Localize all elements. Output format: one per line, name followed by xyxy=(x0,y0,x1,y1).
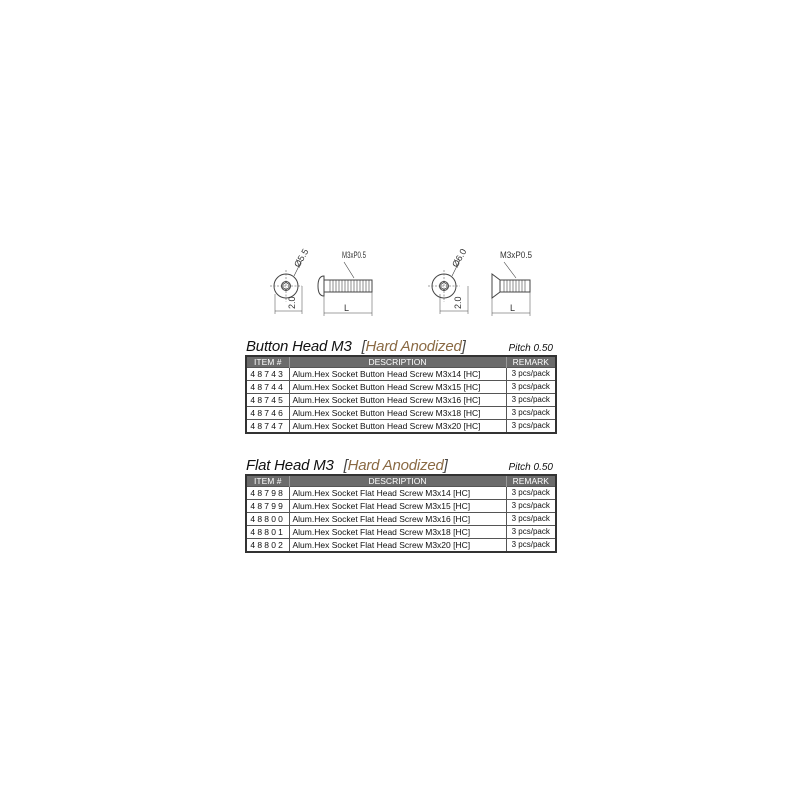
table-row xyxy=(246,407,556,420)
header-item: ITEM # xyxy=(246,356,289,368)
item-description: Alum.Hex Socket Button Head Screw M3x16 [HC] xyxy=(289,394,506,407)
item-remark: 3 pcs/pack xyxy=(506,394,556,407)
item-number: 48798 xyxy=(246,487,289,500)
item-description: Alum.Hex Socket Button Head Screw M3x20 [HC] xyxy=(289,420,506,434)
item-description: Alum.Hex Socket Flat Head Screw M3x18 [HC] xyxy=(289,526,506,539)
header-remark: REMARK xyxy=(506,475,556,487)
table-row xyxy=(246,500,556,513)
table-row xyxy=(246,513,556,526)
item-remark: 3 pcs/pack xyxy=(506,487,556,500)
header-remark: REMARK xyxy=(506,356,556,368)
bracket-close: ] xyxy=(443,457,448,474)
title-text: Flat Head M3 xyxy=(246,457,334,474)
table-row xyxy=(246,368,556,381)
table-row xyxy=(246,381,556,394)
item-number: 48746 xyxy=(246,407,289,420)
item-remark: 3 pcs/pack xyxy=(506,381,556,394)
item-description: Alum.Hex Socket Button Head Screw M3x14 [HC] xyxy=(289,368,506,381)
flat-head-section xyxy=(245,455,555,553)
item-description: Alum.Hex Socket Flat Head Screw M3x15 [HC] xyxy=(289,500,506,513)
item-number: 48744 xyxy=(246,381,289,394)
header-description: DESCRIPTION xyxy=(289,475,506,487)
length-label: L xyxy=(344,303,350,313)
item-number: 48799 xyxy=(246,500,289,513)
table-row xyxy=(246,526,556,539)
table-row xyxy=(246,539,556,553)
table-row xyxy=(246,420,556,434)
table-header-row xyxy=(246,356,556,368)
hex-size-label: 2.0 xyxy=(287,296,297,309)
item-remark: 3 pcs/pack xyxy=(506,420,556,434)
item-description: Alum.Hex Socket Flat Head Screw M3x14 [HC] xyxy=(289,487,506,500)
header-description: DESCRIPTION xyxy=(289,356,506,368)
head-end-view xyxy=(270,260,302,314)
table-header-row xyxy=(246,475,556,487)
pitch-label: Pitch 0.50 xyxy=(508,462,553,473)
item-remark: 3 pcs/pack xyxy=(506,539,556,553)
item-remark: 3 pcs/pack xyxy=(506,368,556,381)
item-remark: 3 pcs/pack xyxy=(506,513,556,526)
item-number: 48747 xyxy=(246,420,289,434)
item-description: Alum.Hex Socket Flat Head Screw M3x20 [HC] xyxy=(289,539,506,553)
item-number: 48800 xyxy=(246,513,289,526)
item-remark: 3 pcs/pack xyxy=(506,526,556,539)
item-number: 48802 xyxy=(246,539,289,553)
head-diameter-label: Ø6.0 xyxy=(450,247,469,269)
item-remark: 3 pcs/pack xyxy=(506,500,556,513)
bracket-open: [ xyxy=(361,338,366,355)
item-remark: 3 pcs/pack xyxy=(506,407,556,420)
bracket-open: [ xyxy=(343,457,348,474)
header-item: ITEM # xyxy=(246,475,289,487)
button-head-screw-diagram xyxy=(262,242,382,322)
thread-label: M3xP0.5 xyxy=(500,250,532,260)
title-text: Button Head M3 xyxy=(246,338,352,355)
section-header xyxy=(245,455,555,473)
parts-table xyxy=(245,474,557,553)
pitch-label: Pitch 0.50 xyxy=(508,343,553,354)
flat-head-screw-diagram xyxy=(420,242,540,322)
thread-label: M3xP0.5 xyxy=(342,250,366,260)
section-title xyxy=(246,458,448,473)
section-header xyxy=(245,336,555,354)
item-description: Alum.Hex Socket Flat Head Screw M3x16 [HC] xyxy=(289,513,506,526)
section-title xyxy=(246,339,466,354)
item-number: 48801 xyxy=(246,526,289,539)
hard-anodized-label: Hard Anodized xyxy=(365,338,462,355)
parts-table xyxy=(245,355,557,434)
hex-size-label: 2.0 xyxy=(453,296,463,309)
length-label: L xyxy=(510,303,516,313)
item-description: Alum.Hex Socket Button Head Screw M3x18 [HC] xyxy=(289,407,506,420)
hard-anodized-label: Hard Anodized xyxy=(347,457,444,474)
item-number: 48743 xyxy=(246,368,289,381)
item-description: Alum.Hex Socket Button Head Screw M3x15 [HC] xyxy=(289,381,506,394)
button-head-section xyxy=(245,336,555,434)
table-row xyxy=(246,394,556,407)
item-number: 48745 xyxy=(246,394,289,407)
head-diameter-label: Ø5.5 xyxy=(292,247,311,269)
table-row xyxy=(246,487,556,500)
bracket-close: ] xyxy=(461,338,466,355)
